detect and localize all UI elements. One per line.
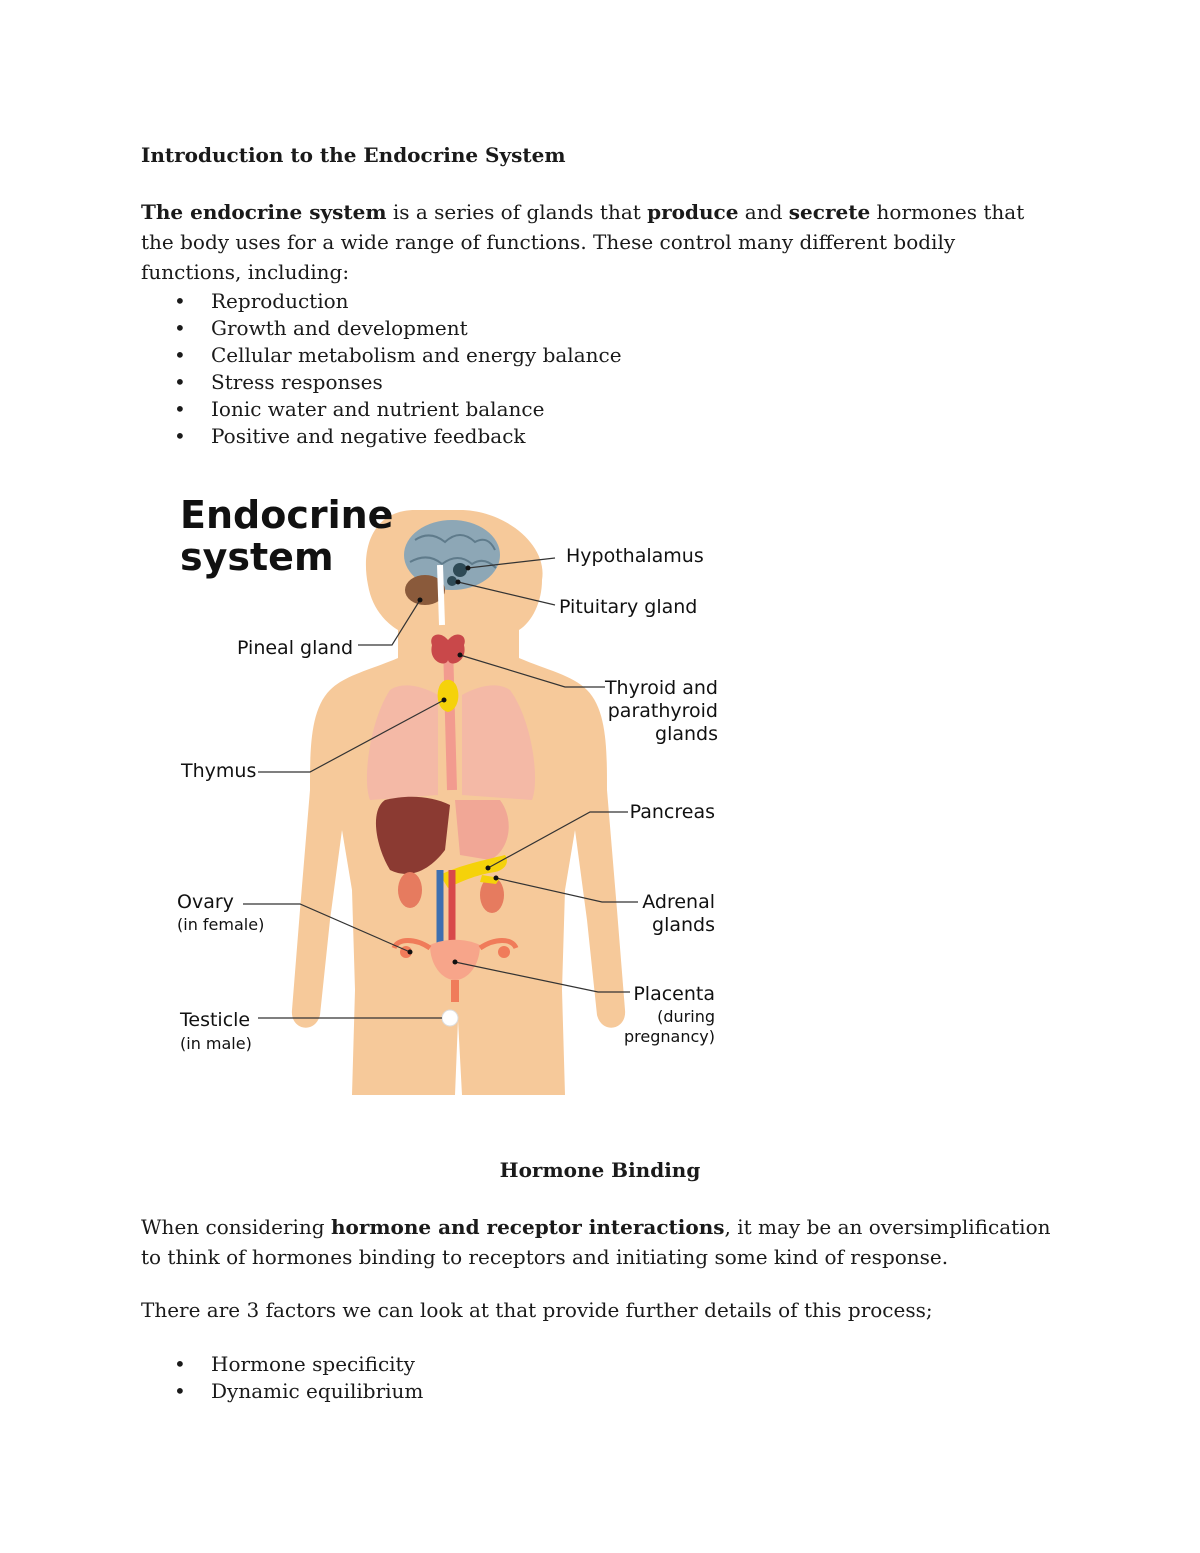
functions-list — [141, 288, 622, 450]
binding-text-2: , it may be an oversimplification to think of hormones binding to receptors and initiating some kind of response. — [141, 1215, 1051, 1269]
list-item: • Stress responses — [141, 369, 622, 396]
pituitary-gland — [447, 576, 457, 586]
section-title-intro: Introduction to the Endocrine System — [141, 143, 566, 167]
binding-bold: hormone and receptor interactions — [330, 1215, 725, 1239]
binding-paragraph — [141, 1212, 1061, 1272]
list-item: • Hormone specificity — [141, 1351, 423, 1378]
factors-list — [141, 1351, 423, 1405]
label-adrenal-1: Adrenal — [642, 891, 715, 913]
figure-title-line2: system — [180, 535, 334, 579]
testicle-gland — [442, 1010, 458, 1026]
list-item: • Ionic water and nutrient balance — [141, 396, 622, 423]
factors-intro-paragraph: There are 3 factors we can look at that provide further details of this process; — [141, 1298, 933, 1322]
label-thyroid-2: parathyroid — [607, 700, 718, 722]
label-ovary: Ovary — [177, 891, 234, 913]
kidney-left — [398, 872, 422, 908]
label-hypothalamus: Hypothalamus — [566, 545, 704, 567]
intro-term: The endocrine system — [141, 200, 387, 224]
hypothalamus-gland — [453, 563, 467, 577]
label-pituitary: Pituitary gland — [559, 596, 698, 618]
label-placenta: Placenta — [633, 983, 715, 1005]
intro-text-2: and — [738, 200, 789, 224]
list-item: • Dynamic equilibrium — [141, 1378, 423, 1405]
label-thymus: Thymus — [181, 760, 257, 782]
ovary-gland-right — [498, 946, 510, 958]
stomach — [455, 800, 509, 860]
list-item: • Growth and development — [141, 315, 622, 342]
label-ovary-note: (in female) — [177, 915, 265, 934]
label-testicle-note: (in male) — [180, 1034, 252, 1053]
binding-text-1: When considering — [141, 1215, 331, 1239]
figure-title-line1: Endocrine — [180, 493, 394, 537]
label-pineal: Pineal gland — [237, 637, 354, 659]
list-item: • Positive and negative feedback — [141, 423, 622, 450]
label-thyroid-3: glands — [655, 723, 718, 745]
intro-bold-secrete: secrete — [788, 200, 871, 224]
intro-paragraph — [141, 197, 1061, 287]
section-title-hormone-binding: Hormone Binding — [499, 1158, 701, 1182]
label-pancreas: Pancreas — [629, 801, 715, 823]
endocrine-system-figure — [170, 490, 730, 1100]
list-item: • Reproduction — [141, 288, 622, 315]
trachea — [448, 645, 452, 790]
label-testicle: Testicle — [180, 1009, 251, 1031]
intro-text-3: hormones that the body uses for a wide range of functions. These control many different bodily functions, including: — [141, 200, 1025, 284]
intro-text-1: is a series of glands that — [386, 200, 648, 224]
label-thyroid-1: Thyroid and — [604, 677, 718, 699]
intro-bold-produce: produce — [647, 200, 739, 224]
label-placenta-note-1: (during — [657, 1007, 715, 1026]
list-item: • Cellular metabolism and energy balance — [141, 342, 622, 369]
label-placenta-note-2: pregnancy) — [624, 1027, 715, 1046]
label-adrenal-2: glands — [652, 914, 715, 936]
